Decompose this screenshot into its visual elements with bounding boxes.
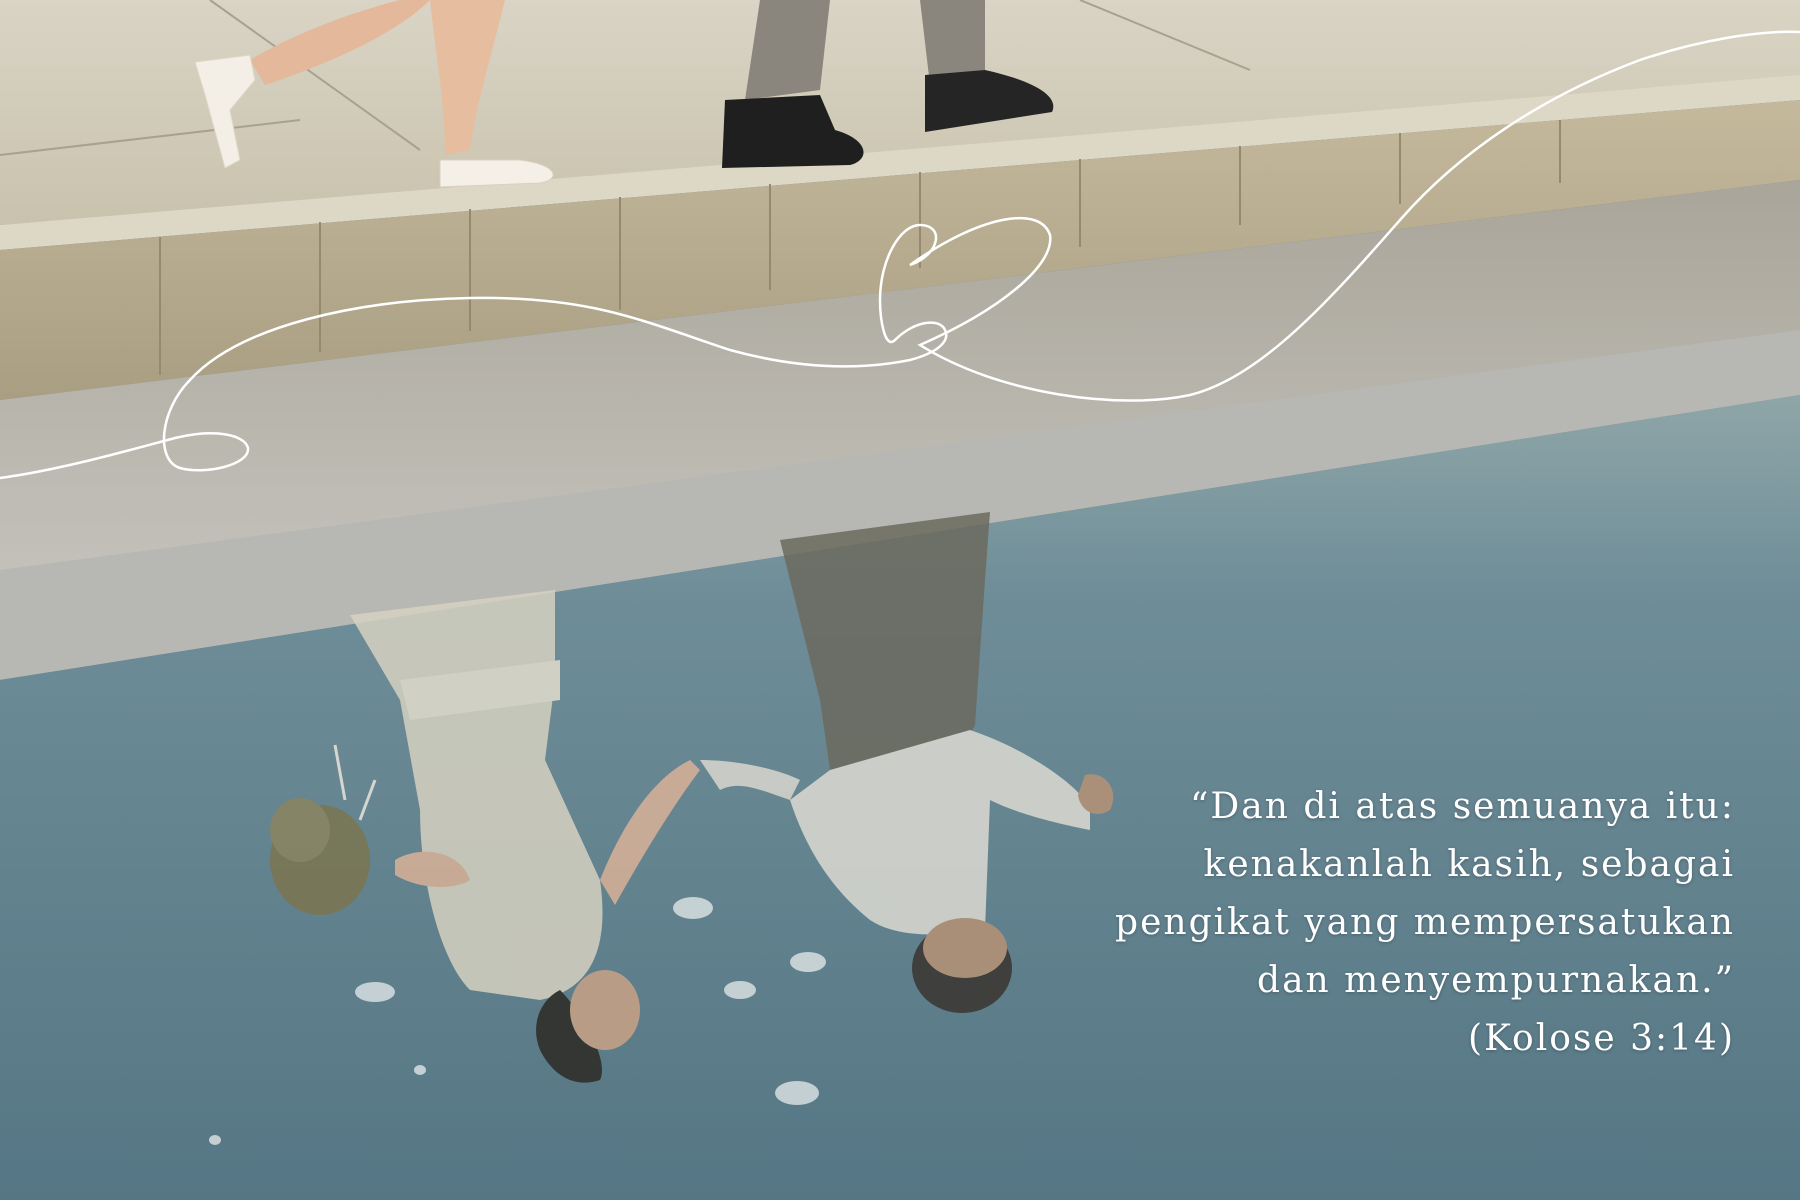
verse-line-2: kenakanlah kasih, sebagai: [1203, 844, 1735, 885]
verse-line-3: pengikat yang mempersatukan: [1115, 902, 1735, 943]
bible-verse-quote: [1115, 778, 1735, 1068]
verse-line-1: “Dan di atas semuanya itu:: [1190, 786, 1735, 827]
verse-reference: (Kolose 3:14): [1468, 1018, 1735, 1059]
verse-line-4: dan menyempurnakan.”: [1257, 960, 1735, 1001]
